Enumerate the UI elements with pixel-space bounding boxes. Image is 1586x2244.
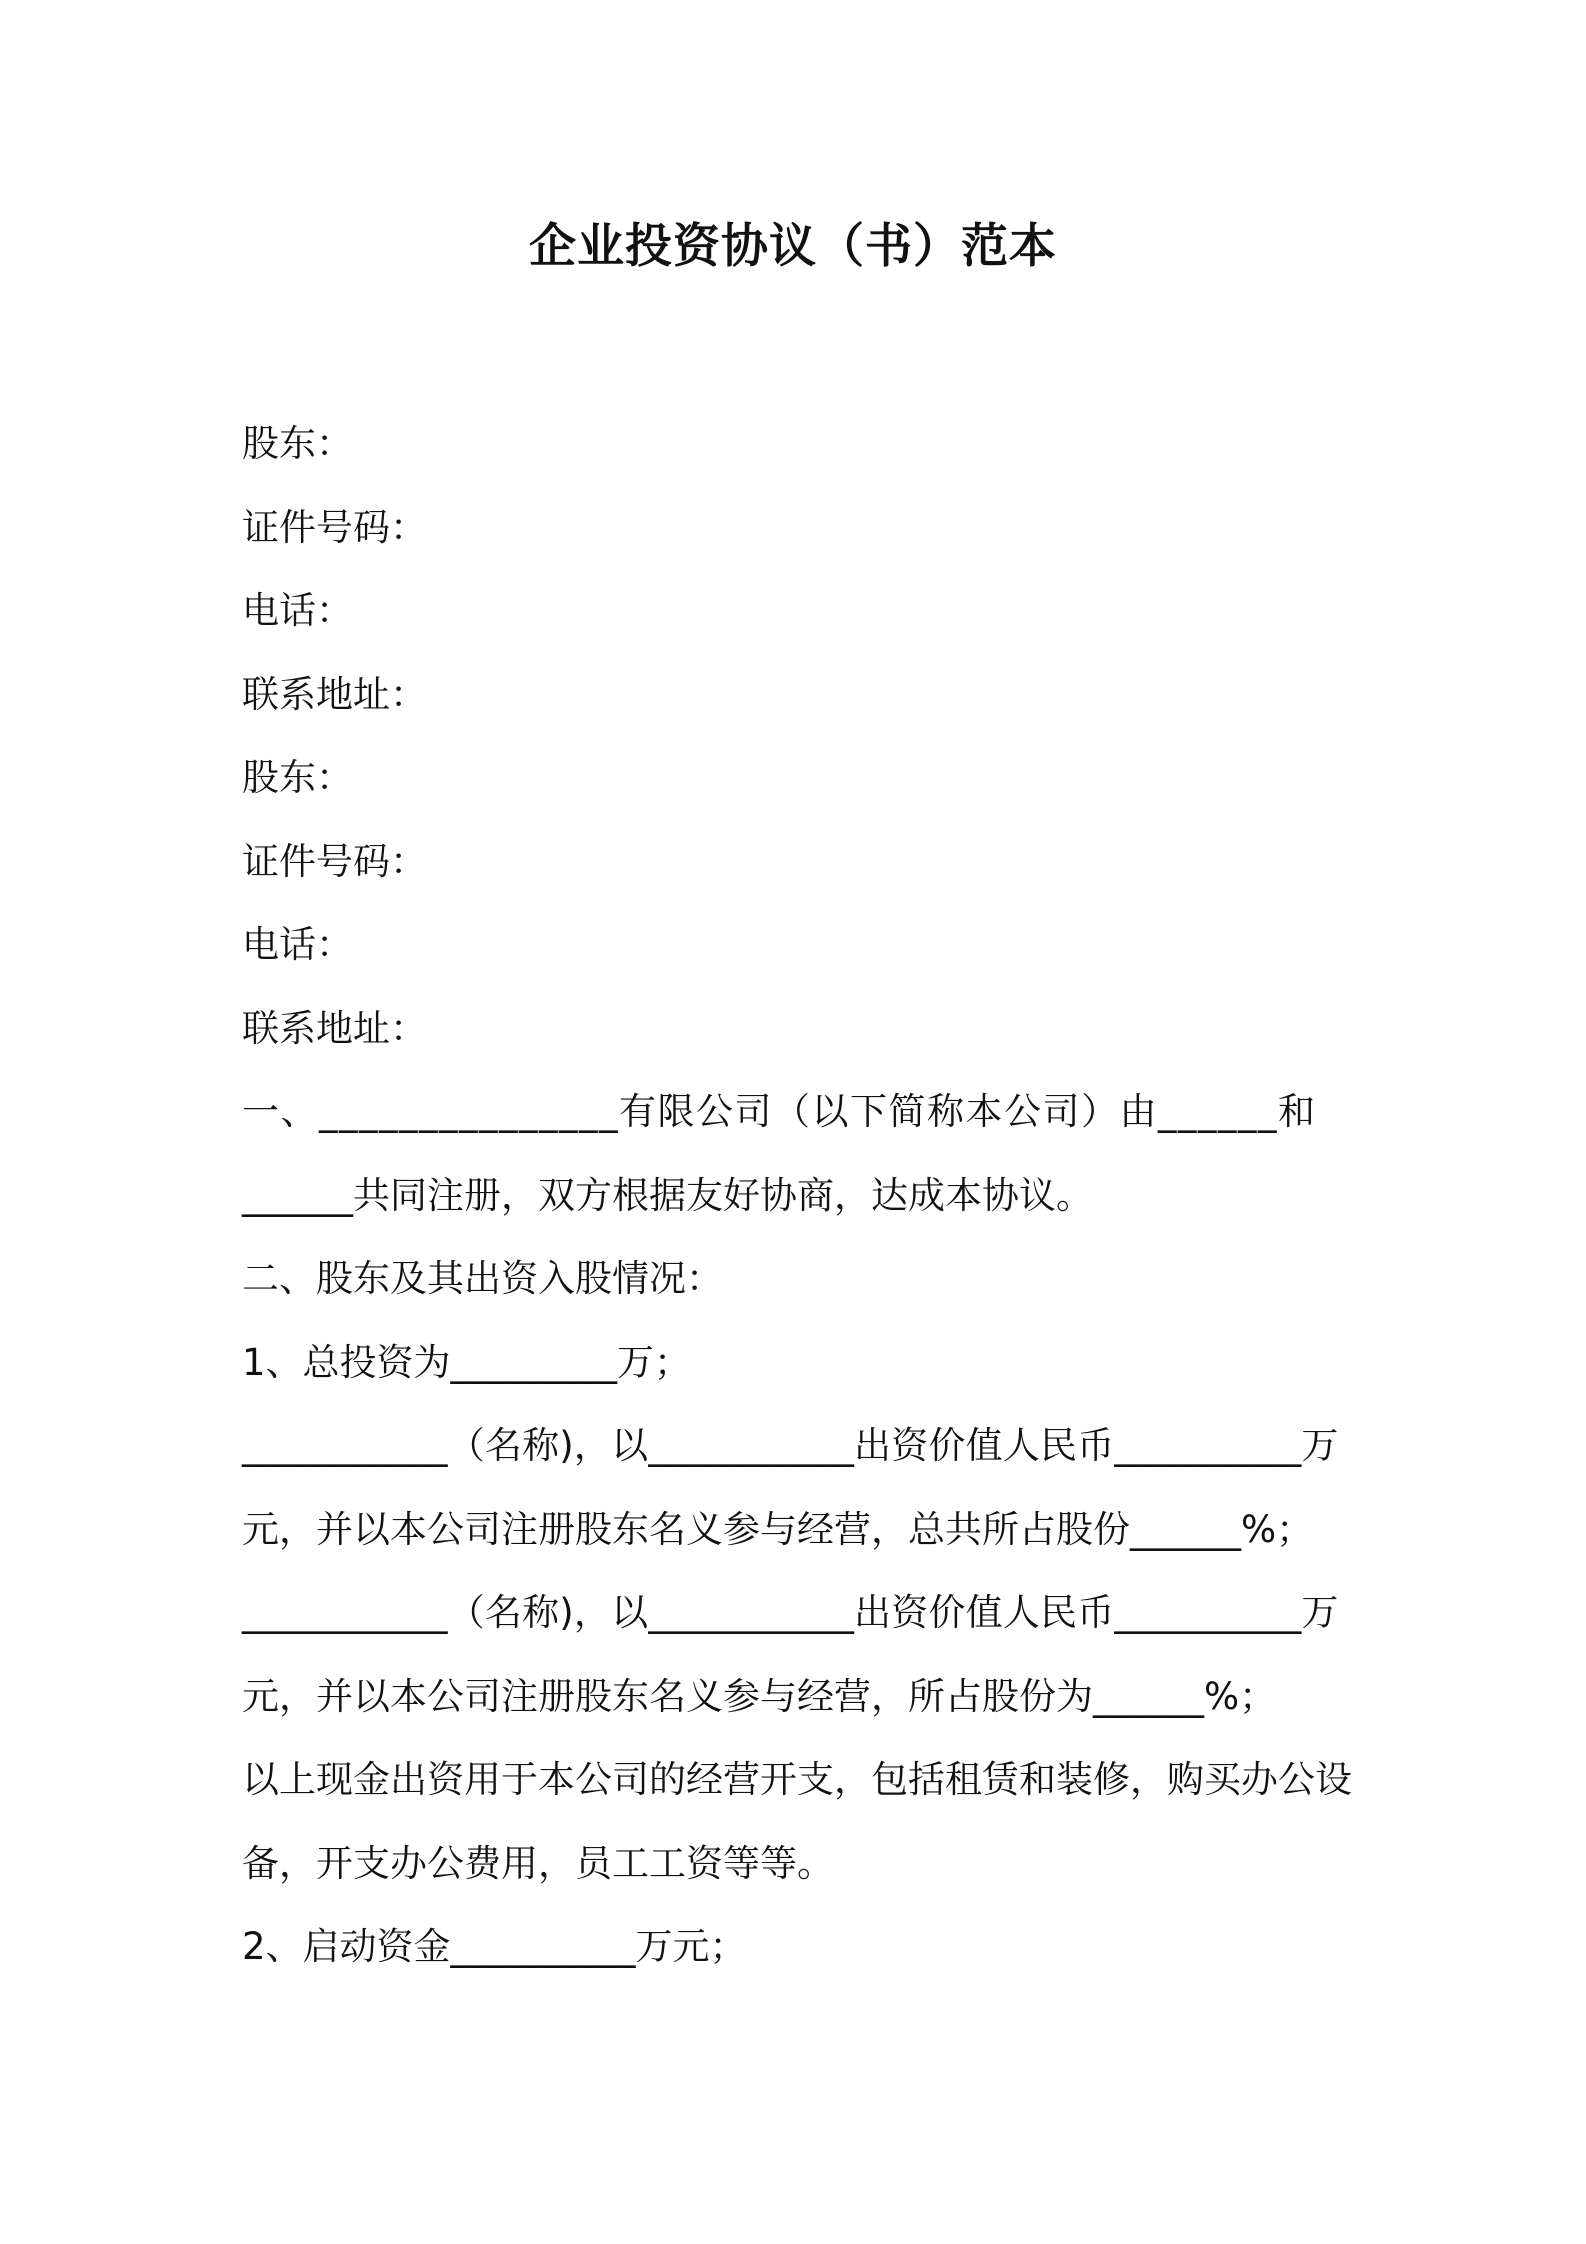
cash-usage-line-1: 以上现金出资用于本公司的经营开支，包括租赁和装修，购买办公设: [242, 1758, 1352, 1801]
clause-1-line-1: 一、_______________有限公司（以下简称本公司）由______和: [242, 1090, 1317, 1133]
shareholder-2-id-number-label: 证件号码：: [242, 839, 427, 883]
investor-1-line-1: ___________（名称)，以___________出资价值人民币__________万: [242, 1424, 1339, 1467]
clause-2-heading: 二、股东及其出资入股情况：: [242, 1257, 723, 1300]
investor-1-line-2: 元，并以本公司注册股东名义参与经营，总共所占股份______%；: [242, 1507, 1314, 1551]
cash-usage-line-2: 备，开支办公费用，员工工资等等。: [242, 1841, 834, 1885]
investor-2-line-2: 元，并以本公司注册股东名义参与经营，所占股份为______%；: [242, 1674, 1277, 1718]
investor-2-line-1: ___________（名称)，以___________出资价值人民币__________万: [242, 1591, 1339, 1634]
shareholder-2-phone-label: 电话：: [242, 923, 353, 966]
shareholder-1-address-label: 联系地址：: [242, 672, 427, 716]
shareholder-2-label: 股东：: [242, 756, 353, 799]
clause-1-line-2: ______共同注册，双方根据友好协商，达成本协议。: [242, 1173, 1093, 1217]
shareholder-1-id-number-label: 证件号码：: [242, 505, 427, 549]
shareholder-1-phone-label: 电话：: [242, 589, 353, 632]
document-body: [242, 402, 1362, 1989]
clause-2-item-1: 1、总投资为_________万；: [242, 1340, 692, 1384]
clause-2-item-2: 2、启动资金__________万元；: [242, 1925, 747, 1968]
shareholder-2-address-label: 联系地址：: [242, 1006, 427, 1050]
shareholder-1-label: 股东：: [242, 422, 353, 465]
document-title: 企业投资协议（书）范本: [529, 219, 1057, 274]
